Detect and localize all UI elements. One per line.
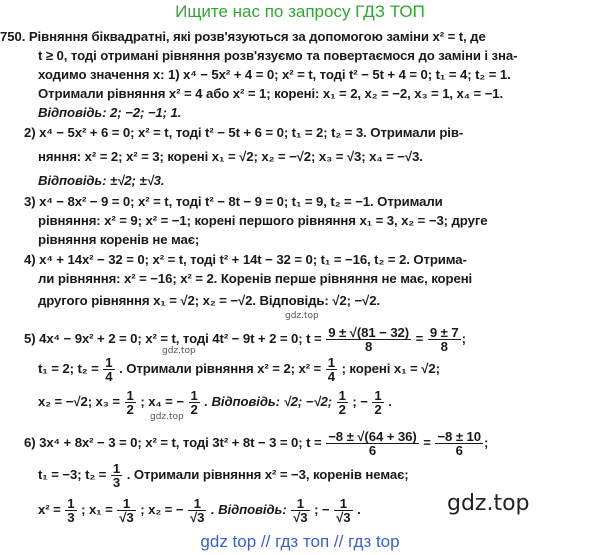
fraction-denominator: √3 <box>190 510 205 525</box>
answer-2-text: Відповідь: ±√2; ±√3. <box>38 173 165 188</box>
fraction-denominator: 2 <box>190 402 198 417</box>
equals-sign: = <box>423 434 431 450</box>
fraction <box>125 389 136 416</box>
part-5-text: . Отримали рівняння x² = 2; x² = <box>119 360 322 376</box>
part-4-line-3: другого рівняння x₁ = √2; x₂ = −√2. Відповідь: √2; −√2. <box>38 293 380 308</box>
part-6-line-2 <box>38 462 409 489</box>
fraction-numerator: 9 ± √(81 − 32) <box>328 325 410 340</box>
line-4: Отримали рівняння x² = 4 або x² = 1; корені: x₁ = 2, x₂ = −2, x₃ = 1, x₄ = −1. <box>38 86 504 101</box>
separator: ; − <box>314 501 330 517</box>
fraction <box>103 356 114 383</box>
answer-2 <box>38 172 164 189</box>
fraction <box>428 326 461 353</box>
line-1 <box>0 28 486 45</box>
fraction-denominator: 8 <box>440 339 448 354</box>
fraction-numerator: 1 <box>112 461 121 476</box>
fraction <box>337 389 348 416</box>
fraction <box>435 430 483 457</box>
fraction-numerator: −8 ± 10 <box>437 429 482 444</box>
line-2: t ≥ 0, тоді отримані рівняння розв'язуємо та повертаємося до заміни і зна- <box>38 48 518 63</box>
part-2-line-2: няння: x² = 2; x² = 3; корені x₁ = √2; x₂ = −√2; x₃ = √3; x₄ = −√3. <box>38 149 423 164</box>
part-5-line-1: 5) 4x⁴ − 9x² + 2 = 0; x² = t, тоді 4t² − 9t + 2 = 0; t = $\frac{9 \pm √(81 - 32)}{8}$ = $\frac{9 \pm 7}{8}$ ; <box>24 325 466 354</box>
fraction-denominator: 2 <box>374 402 382 417</box>
fraction-denominator: √3 <box>336 510 351 525</box>
fraction-denominator: 2 <box>126 402 134 417</box>
fraction-numerator: −8 ± √(64 + 36) <box>328 429 417 444</box>
fraction <box>65 497 76 524</box>
fraction <box>334 497 352 524</box>
part-2-line-1: 2) x⁴ − 5x² + 6 = 0; x² = t, тоді t² − 5t + 6 = 0; t₁ = 2; t₂ = 3. Отримали рів- <box>24 125 464 140</box>
top-banner: Ищите нас по запросу ГДЗ ТОП <box>175 2 425 21</box>
part-6-line-3 <box>38 497 361 524</box>
period: . <box>357 501 361 517</box>
part-6-roots: t₁ = −3; t₂ = <box>38 466 107 482</box>
problem-number: 750. <box>0 29 26 44</box>
fraction-denominator: 6 <box>455 443 463 458</box>
watermark-small: gdz.top <box>285 311 319 321</box>
fraction-numerator: 1 <box>105 355 113 370</box>
fraction-denominator: 2 <box>338 402 346 417</box>
fraction-numerator: 1 <box>117 497 135 511</box>
part-6-x2: ; x₂ = − <box>140 501 184 517</box>
fraction-numerator: 1 <box>334 497 352 511</box>
fraction-denominator: √3 <box>119 510 134 525</box>
part-5-x-values: x₂ = −√2; x₃ = <box>38 393 120 409</box>
part-3-line-2: рівняння: x² = 9; x² = −1; корені першого рівняння x₁ = 3, x₂ = −3; друге <box>38 213 488 228</box>
fraction <box>189 389 200 416</box>
fraction-denominator: 8 <box>365 339 373 354</box>
watermark-large: gdz.top <box>447 491 530 516</box>
part-4-line-1: 4) x⁴ + 14x² − 32 = 0; x² = t, тоді t² + 14t − 32 = 0; t₁ = −16, t₂ = 2. Отрима- <box>24 252 467 267</box>
answer-5-text: . Відповідь: √2; −√2; <box>204 393 332 409</box>
part-5-x4: ; x₄ = − <box>140 393 184 409</box>
fraction-denominator: 3 <box>67 510 75 525</box>
line-3: ходимо значення x: 1) x⁴ − 5x² + 4 = 0; x² = t, тоді t² − 5t + 4 = 0; t₁ = 4; t₂ = 1. <box>38 67 511 82</box>
part-6-x1: ; x₁ = <box>81 501 113 517</box>
answer-6-text: . Відповідь: <box>210 501 287 517</box>
part-5-line-2 <box>38 356 440 383</box>
part-5-line-3 <box>38 389 392 416</box>
fraction-denominator: 4 <box>105 369 113 384</box>
part-4-line-2: ли рівняння: x² = −16; x² = 2. Коренів перше рівняння не має, корені <box>38 271 473 286</box>
part-6-x-squared: x² = <box>38 501 61 517</box>
part-6-line-1: 6) 3x⁴ + 8x² − 3 = 0; x² = t, тоді 3t² + 8t − 3 = 0; t = $\frac{-8 \pm √(64 + 36)}{6}$ = $\frac{-8 \pm 10}{6}$ ; <box>24 429 489 458</box>
fraction-numerator: 1 <box>188 497 206 511</box>
fraction <box>111 462 122 489</box>
fraction <box>326 430 419 457</box>
fraction-denominator: √3 <box>293 510 308 525</box>
fraction <box>326 356 337 383</box>
fraction <box>326 326 411 353</box>
fraction-numerator: 1 <box>67 496 75 511</box>
part-3-line-3: рівняння коренів не має; <box>38 232 200 247</box>
fraction-numerator: 1 <box>291 497 309 511</box>
footer-watermark: gdz top // гдз топ // гдз top <box>200 532 400 551</box>
fraction-numerator: 1 <box>327 355 335 370</box>
part-5-roots: t₁ = 2; t₂ = <box>38 360 99 376</box>
equals-sign: = <box>415 330 424 346</box>
part-3-line-1: 3) x⁴ − 8x² − 9 = 0; x² = t, тоді t² − 8t − 9 = 0; t₁ = 9, t₂ = −1. Отримали <box>24 194 443 209</box>
fraction <box>117 497 135 524</box>
part-6-text: . Отримали рівняння x² = −3, коренів немає; <box>126 466 409 482</box>
fraction-numerator: 1 <box>190 388 198 403</box>
problem-intro-text: Рівняння біквадратні, які розв'язуються за допомогою заміни x² = t, де <box>28 29 486 44</box>
fraction-numerator: 1 <box>126 388 134 403</box>
fraction-denominator: 3 <box>112 475 121 490</box>
period: . <box>388 393 392 409</box>
separator: ; − <box>352 393 368 409</box>
fraction-numerator: 1 <box>374 388 382 403</box>
fraction-denominator: 4 <box>327 369 335 384</box>
part-6-equation: 6) 3x⁴ + 8x² − 3 = 0; x² = t, тоді 3t² + 8t − 3 = 0; t = <box>24 434 322 450</box>
watermark-small: gdz.top <box>162 346 196 356</box>
fraction <box>291 497 309 524</box>
answer-1-text: Відповідь: 2; −2; −1; 1. <box>38 105 182 120</box>
part-5-equation: 5) 4x⁴ − 9x² + 2 = 0; x² = t, тоді 4t² − 9t + 2 = 0; t = <box>24 330 322 346</box>
fraction-numerator: 9 ± 7 <box>429 325 459 340</box>
watermark-small: gdz.top <box>150 412 184 422</box>
fraction-denominator: 6 <box>368 443 377 458</box>
fraction <box>372 389 383 416</box>
part-5-roots-end: ; корені x₁ = √2; <box>341 360 440 376</box>
answer-1 <box>38 104 181 121</box>
fraction-numerator: 1 <box>338 388 346 403</box>
fraction <box>188 497 206 524</box>
